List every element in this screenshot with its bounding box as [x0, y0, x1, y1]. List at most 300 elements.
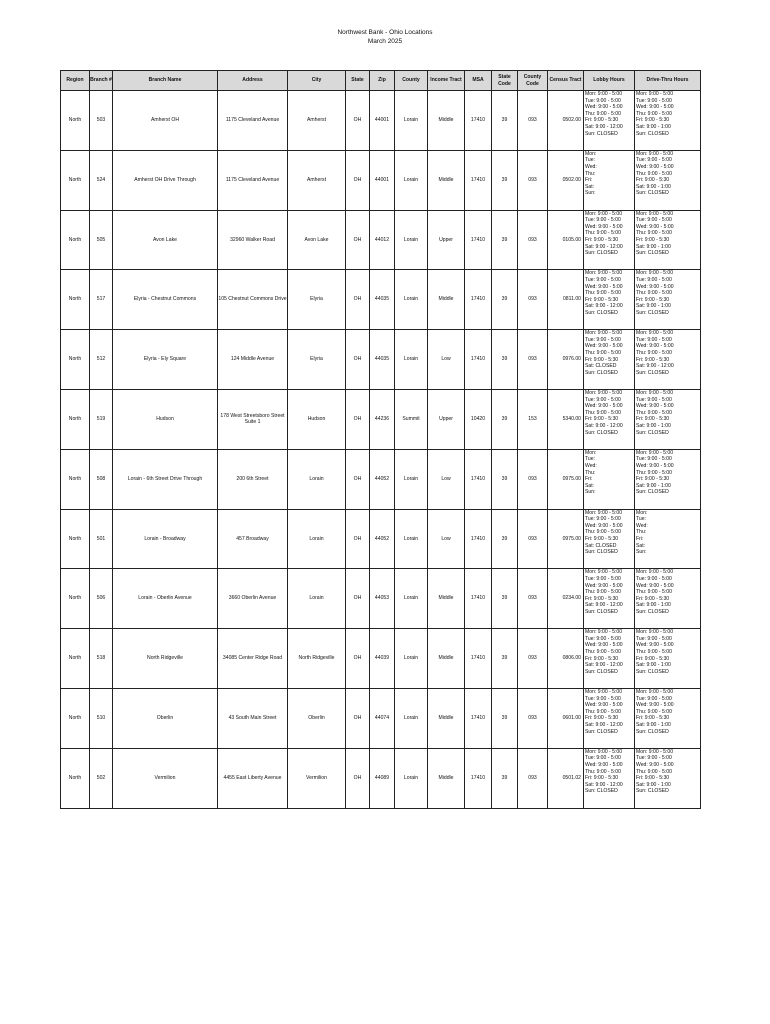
lobby-hours-line: Tue: 9:00 - 5:00 — [585, 516, 621, 523]
zip-cell: 44052 — [370, 449, 395, 509]
drive-thru-hours-line: Fri: 9:00 - 5:30 — [636, 236, 670, 243]
address-cell: 200 6th Street — [218, 449, 288, 509]
lobby-hours-line: Fri: — [585, 476, 593, 483]
lobby-hours-line: Sun: CLOSED — [585, 549, 618, 556]
locations-table — [60, 70, 701, 809]
drive-thru-hours-line: Mon: 9:00 - 5:00 — [636, 270, 674, 277]
county-cell: Lorain — [395, 449, 428, 509]
county-code-cell: 093 — [518, 270, 548, 330]
lobby-hours-line: Mon: 9:00 - 5:00 — [585, 270, 623, 277]
state-code-cell: 39 — [492, 91, 518, 151]
lobby-hours-line: Sun: CLOSED — [585, 728, 618, 735]
msa-cell: 17410 — [465, 509, 492, 569]
region-cell: North — [61, 509, 90, 569]
lobby-hours-line: Tue: 9:00 - 5:00 — [585, 276, 621, 283]
table-row — [61, 330, 701, 390]
lobby-hours-line: Mon: 9:00 - 5:00 — [585, 330, 623, 337]
address-cell: 4455 East Liberty Avenue — [218, 748, 288, 808]
lobby-hours-line: Sun: CLOSED — [585, 130, 618, 137]
lobby-hours-line: Thu: 9:00 - 5:00 — [585, 409, 621, 416]
state-cell: OH — [346, 91, 370, 151]
lobby-hours-line: Sat: 9:00 - 12:00 — [585, 422, 623, 429]
lobby-hours-line: Mon: — [585, 150, 597, 157]
branch-name-cell: Vermilion — [113, 748, 218, 808]
region-cell: North — [61, 330, 90, 390]
drive-thru-hours-cell — [635, 509, 701, 569]
county-code-cell: 093 — [518, 449, 548, 509]
msa-cell: 10420 — [465, 389, 492, 449]
region-cell: North — [61, 569, 90, 629]
state-cell: OH — [346, 509, 370, 569]
col-header-msa: MSA — [465, 71, 492, 91]
lobby-hours-cell — [584, 91, 635, 151]
drive-thru-hours-line: Sat: 9:00 - 1:00 — [636, 721, 671, 728]
drive-thru-hours-line: Wed: — [636, 522, 648, 529]
lobby-hours-line: Tue: 9:00 - 5:00 — [585, 755, 621, 762]
county-cell: Lorain — [395, 629, 428, 689]
drive-thru-hours-line: Sun: CLOSED — [636, 608, 669, 615]
lobby-hours-cell — [584, 509, 635, 569]
census-tract-cell: 0806.00 — [548, 629, 584, 689]
drive-thru-hours-cell — [635, 449, 701, 509]
drive-thru-hours-line: Mon: 9:00 - 5:00 — [636, 449, 674, 456]
msa-cell: 17410 — [465, 688, 492, 748]
county-cell: Lorain — [395, 150, 428, 210]
lobby-hours-line: Thu: 9:00 - 5:00 — [585, 349, 621, 356]
state-cell: OH — [346, 150, 370, 210]
drive-thru-hours-line: Wed: 9:00 - 5:00 — [636, 403, 674, 410]
census-tract-cell: 0502.00 — [548, 91, 584, 151]
drive-thru-hours-line: Tue: 9:00 - 5:00 — [636, 97, 672, 104]
lobby-hours-line: Sun: CLOSED — [585, 429, 618, 436]
state-cell: OH — [346, 449, 370, 509]
state-cell: OH — [346, 748, 370, 808]
region-cell: North — [61, 150, 90, 210]
lobby-hours-line: Sat: 9:00 - 12:00 — [585, 243, 623, 250]
lobby-hours-line: Mon: 9:00 - 5:00 — [585, 629, 623, 636]
lobby-hours-cell — [584, 569, 635, 629]
drive-thru-hours-line: Sat: 9:00 - 1:00 — [636, 422, 671, 429]
drive-thru-hours-line: Thu: 9:00 - 5:00 — [636, 110, 672, 117]
county-code-cell: 093 — [518, 688, 548, 748]
census-tract-cell: 0975.00 — [548, 509, 584, 569]
drive-thru-hours-line: Sat: 9:00 - 1:00 — [636, 123, 671, 130]
drive-thru-hours-line: Tue: 9:00 - 5:00 — [636, 157, 672, 164]
msa-cell: 17410 — [465, 270, 492, 330]
lobby-hours-line: Tue: 9:00 - 5:00 — [585, 575, 621, 582]
branch-number-cell: 510 — [90, 688, 113, 748]
msa-cell: 17410 — [465, 330, 492, 390]
lobby-hours-line: Sat: 9:00 - 12:00 — [585, 303, 623, 310]
col-header-branch-name: Branch Name — [113, 71, 218, 91]
lobby-hours-line: Sat: 9:00 - 12:00 — [585, 123, 623, 130]
drive-thru-hours-line: Mon: 9:00 - 5:00 — [636, 748, 674, 755]
state-cell: OH — [346, 270, 370, 330]
county-cell: Lorain — [395, 330, 428, 390]
lobby-hours-line: Fri: — [585, 177, 593, 184]
county-code-cell: 093 — [518, 150, 548, 210]
state-code-cell: 39 — [492, 688, 518, 748]
address-cell: 34085 Center Ridge Road — [218, 629, 288, 689]
branch-number-cell: 505 — [90, 210, 113, 270]
lobby-hours-line: Tue: — [585, 157, 596, 164]
drive-thru-hours-line: Mon: 9:00 - 5:00 — [636, 569, 674, 576]
lobby-hours-line: Mon: 9:00 - 5:00 — [585, 688, 623, 695]
lobby-hours-line: Sat: CLOSED — [585, 363, 617, 370]
col-header-county: County — [395, 71, 428, 91]
lobby-hours-line: Thu: — [585, 170, 596, 177]
branch-number-cell: 519 — [90, 389, 113, 449]
lobby-hours-line: Sat: — [585, 482, 595, 489]
lobby-hours-line: Sat: CLOSED — [585, 542, 617, 549]
income-tract-cell: Middle — [428, 629, 465, 689]
income-tract-cell: Middle — [428, 688, 465, 748]
branch-number-cell: 512 — [90, 330, 113, 390]
drive-thru-hours-line: Sun: CLOSED — [636, 728, 669, 735]
census-tract-cell: 0234.00 — [548, 569, 584, 629]
drive-thru-hours-line: Sun: CLOSED — [636, 489, 669, 496]
drive-thru-hours-line: Fri: 9:00 - 5:30 — [636, 595, 670, 602]
drive-thru-hours-line: Fri: — [636, 535, 644, 542]
branch-number-cell: 517 — [90, 270, 113, 330]
region-cell: North — [61, 629, 90, 689]
lobby-hours-line: Tue: 9:00 - 5:00 — [585, 695, 621, 702]
income-tract-cell: Upper — [428, 210, 465, 270]
drive-thru-hours-line: Sun: CLOSED — [636, 369, 669, 376]
drive-thru-hours-line: Wed: 9:00 - 5:00 — [636, 582, 674, 589]
address-cell: 1175 Cleveland Avenue — [218, 150, 288, 210]
drive-thru-hours-line: Fri: 9:00 - 5:30 — [636, 356, 670, 363]
drive-thru-hours-line: Sun: CLOSED — [636, 668, 669, 675]
lobby-hours-line: Thu: 9:00 - 5:00 — [585, 589, 621, 596]
income-tract-cell: Middle — [428, 150, 465, 210]
lobby-hours-line: Fri: 9:00 - 5:30 — [585, 535, 619, 542]
table-body — [61, 91, 701, 809]
lobby-hours-line: Thu: 9:00 - 5:00 — [585, 529, 621, 536]
table-row — [61, 688, 701, 748]
lobby-hours-line: Wed: 9:00 - 5:00 — [585, 642, 623, 649]
drive-thru-hours-line: Sun: CLOSED — [636, 130, 669, 137]
drive-thru-hours-cell — [635, 270, 701, 330]
county-cell: Lorain — [395, 270, 428, 330]
branch-name-cell: Hudson — [113, 389, 218, 449]
msa-cell: 17410 — [465, 91, 492, 151]
lobby-hours-line: Sun: CLOSED — [585, 668, 618, 675]
lobby-hours-line: Mon: 9:00 - 5:00 — [585, 748, 623, 755]
zip-cell: 44074 — [370, 688, 395, 748]
header-row — [61, 71, 701, 91]
drive-thru-hours-line: Fri: 9:00 - 5:30 — [636, 476, 670, 483]
city-cell: Amherst — [288, 150, 346, 210]
county-cell: Lorain — [395, 509, 428, 569]
drive-thru-hours-line: Sat: 9:00 - 1:00 — [636, 602, 671, 609]
lobby-hours-cell — [584, 330, 635, 390]
state-code-cell: 39 — [492, 449, 518, 509]
state-code-cell: 39 — [492, 270, 518, 330]
state-cell: OH — [346, 389, 370, 449]
drive-thru-hours-line: Sat: 9:00 - 1:00 — [636, 303, 671, 310]
drive-thru-hours-line: Tue: 9:00 - 5:00 — [636, 755, 672, 762]
city-cell: Hudson — [288, 389, 346, 449]
state-cell: OH — [346, 330, 370, 390]
county-code-cell: 093 — [518, 91, 548, 151]
lobby-hours-line: Sat: 9:00 - 12:00 — [585, 721, 623, 728]
lobby-hours-cell — [584, 629, 635, 689]
census-tract-cell: 0501.02 — [548, 748, 584, 808]
city-cell: Lorain — [288, 449, 346, 509]
drive-thru-hours-line: Sat: 9:00 - 12:00 — [636, 363, 674, 370]
table-row — [61, 91, 701, 151]
drive-thru-hours-line: Sun: CLOSED — [636, 190, 669, 197]
lobby-hours-line: Fri: 9:00 - 5:30 — [585, 356, 619, 363]
lobby-hours-line: Wed: 9:00 - 5:00 — [585, 761, 623, 768]
lobby-hours-line: Wed: 9:00 - 5:00 — [585, 403, 623, 410]
lobby-hours-line: Mon: 9:00 - 5:00 — [585, 569, 623, 576]
drive-thru-hours-cell — [635, 150, 701, 210]
table-row — [61, 270, 701, 330]
drive-thru-hours-line: Mon: 9:00 - 5:00 — [636, 330, 674, 337]
lobby-hours-line: Mon: 9:00 - 5:00 — [585, 509, 623, 516]
table-row — [61, 449, 701, 509]
lobby-hours-line: Tue: — [585, 456, 596, 463]
drive-thru-hours-cell — [635, 629, 701, 689]
table-row — [61, 150, 701, 210]
drive-thru-hours-cell — [635, 569, 701, 629]
branch-number-cell: 506 — [90, 569, 113, 629]
lobby-hours-cell — [584, 688, 635, 748]
income-tract-cell: Middle — [428, 569, 465, 629]
branch-name-cell: Avon Lake — [113, 210, 218, 270]
col-header-county-code: County Code — [518, 71, 548, 91]
city-cell: Elyria — [288, 270, 346, 330]
msa-cell: 17410 — [465, 449, 492, 509]
zip-cell: 44039 — [370, 629, 395, 689]
drive-thru-hours-line: Tue: 9:00 - 5:00 — [636, 456, 672, 463]
drive-thru-hours-line: Thu: 9:00 - 5:00 — [636, 589, 672, 596]
lobby-hours-line: Fri: 9:00 - 5:30 — [585, 236, 619, 243]
branch-name-cell: Amherst OH — [113, 91, 218, 151]
lobby-hours-line: Thu: 9:00 - 5:00 — [585, 648, 621, 655]
lobby-hours-line: Wed: 9:00 - 5:00 — [585, 283, 623, 290]
lobby-hours-line: Sun: CLOSED — [585, 309, 618, 316]
drive-thru-hours-line: Sat: 9:00 - 1:00 — [636, 781, 671, 788]
lobby-hours-line: Tue: 9:00 - 5:00 — [585, 396, 621, 403]
region-cell: North — [61, 449, 90, 509]
county-code-cell: 093 — [518, 748, 548, 808]
lobby-hours-line: Sun: CLOSED — [585, 369, 618, 376]
drive-thru-hours-line: Sun: — [636, 549, 647, 556]
county-cell: Lorain — [395, 210, 428, 270]
lobby-hours-line: Wed: 9:00 - 5:00 — [585, 702, 623, 709]
census-tract-cell: 0975.00 — [548, 449, 584, 509]
lobby-hours-cell — [584, 389, 635, 449]
drive-thru-hours-line: Thu: 9:00 - 5:00 — [636, 230, 672, 237]
col-header-zip: Zip — [370, 71, 395, 91]
drive-thru-hours-line: Wed: 9:00 - 5:00 — [636, 343, 674, 350]
drive-thru-hours-line: Sun: CLOSED — [636, 309, 669, 316]
lobby-hours-line: Wed: 9:00 - 5:00 — [585, 343, 623, 350]
county-cell: Summit — [395, 389, 428, 449]
document-date: March 2025 — [367, 38, 403, 45]
col-header-branch-number: Branch # — [90, 71, 113, 91]
drive-thru-hours-cell — [635, 210, 701, 270]
col-header-lobby-hours: Lobby Hours — [584, 71, 635, 91]
lobby-hours-line: Sun: — [585, 489, 596, 496]
branch-name-cell: Elyria - Chestnut Commons — [113, 270, 218, 330]
county-code-cell: 093 — [518, 210, 548, 270]
msa-cell: 17410 — [465, 210, 492, 270]
table-row — [61, 629, 701, 689]
state-code-cell: 39 — [492, 210, 518, 270]
city-cell: Amherst — [288, 91, 346, 151]
city-cell: Vermilion — [288, 748, 346, 808]
lobby-hours-line: Mon: 9:00 - 5:00 — [585, 389, 623, 396]
drive-thru-hours-line: Mon: 9:00 - 5:00 — [636, 150, 674, 157]
lobby-hours-line: Sat: — [585, 183, 595, 190]
county-code-cell: 153 — [518, 389, 548, 449]
region-cell: North — [61, 270, 90, 330]
branch-name-cell: Elyria - Ely Square — [113, 330, 218, 390]
col-header-drive-thru-hours: Drive-Thru Hours — [635, 71, 701, 91]
lobby-hours-cell — [584, 449, 635, 509]
msa-cell: 17410 — [465, 569, 492, 629]
lobby-hours-line: Fri: 9:00 - 5:30 — [585, 296, 619, 303]
branch-name-cell: Lorain - 6th Street Drive Through — [113, 449, 218, 509]
zip-cell: 44053 — [370, 569, 395, 629]
drive-thru-hours-line: Fri: 9:00 - 5:30 — [636, 296, 670, 303]
income-tract-cell: Upper — [428, 389, 465, 449]
drive-thru-hours-line: Tue: 9:00 - 5:00 — [636, 217, 672, 224]
zip-cell: 44089 — [370, 748, 395, 808]
drive-thru-hours-cell — [635, 91, 701, 151]
region-cell: North — [61, 210, 90, 270]
lobby-hours-line: Thu: 9:00 - 5:00 — [585, 230, 621, 237]
table-row — [61, 509, 701, 569]
drive-thru-hours-line: Mon: 9:00 - 5:00 — [636, 210, 674, 217]
census-tract-cell: 0502.00 — [548, 150, 584, 210]
drive-thru-hours-line: Fri: 9:00 - 5:30 — [636, 177, 670, 184]
branch-number-cell: 503 — [90, 91, 113, 151]
county-code-cell: 093 — [518, 509, 548, 569]
drive-thru-hours-line: Fri: 9:00 - 5:30 — [636, 416, 670, 423]
zip-cell: 44236 — [370, 389, 395, 449]
census-tract-cell: 5340.00 — [548, 389, 584, 449]
branch-number-cell: 518 — [90, 629, 113, 689]
lobby-hours-line: Thu: 9:00 - 5:00 — [585, 768, 621, 775]
address-cell: 1175 Cleveland Avenue — [218, 91, 288, 151]
city-cell: Elyria — [288, 330, 346, 390]
state-code-cell: 39 — [492, 389, 518, 449]
state-code-cell: 39 — [492, 330, 518, 390]
city-cell: Oberlin — [288, 688, 346, 748]
drive-thru-hours-line: Thu: 9:00 - 5:00 — [636, 290, 672, 297]
lobby-hours-line: Wed: 9:00 - 5:00 — [585, 522, 623, 529]
drive-thru-hours-line: Tue: — [636, 516, 647, 523]
drive-thru-hours-line: Sat: — [636, 542, 646, 549]
zip-cell: 44035 — [370, 270, 395, 330]
table-row — [61, 210, 701, 270]
zip-cell: 44052 — [370, 509, 395, 569]
col-header-income-tract: Income Tract — [428, 71, 465, 91]
region-cell: North — [61, 748, 90, 808]
lobby-hours-line: Wed: — [585, 462, 597, 469]
county-code-cell: 093 — [518, 629, 548, 689]
lobby-hours-line: Sat: 9:00 - 12:00 — [585, 781, 623, 788]
address-cell: 178 West Streetsboro Street Suite 1 — [218, 389, 288, 449]
lobby-hours-line: Thu: 9:00 - 5:00 — [585, 708, 621, 715]
msa-cell: 17410 — [465, 748, 492, 808]
drive-thru-hours-line: Tue: 9:00 - 5:00 — [636, 695, 672, 702]
lobby-hours-line: Sun: — [585, 190, 596, 197]
state-cell: OH — [346, 210, 370, 270]
branch-name-cell: Oberlin — [113, 688, 218, 748]
lobby-hours-line: Sun: CLOSED — [585, 608, 618, 615]
lobby-hours-line: Mon: — [585, 449, 597, 456]
lobby-hours-cell — [584, 748, 635, 808]
drive-thru-hours-line: Thu: 9:00 - 5:00 — [636, 648, 672, 655]
branch-number-cell: 524 — [90, 150, 113, 210]
lobby-hours-line: Fri: 9:00 - 5:30 — [585, 117, 619, 124]
lobby-hours-line: Wed: 9:00 - 5:00 — [585, 223, 623, 230]
income-tract-cell: Low — [428, 449, 465, 509]
county-cell: Lorain — [395, 91, 428, 151]
drive-thru-hours-line: Wed: 9:00 - 5:00 — [636, 283, 674, 290]
col-header-address: Address — [218, 71, 288, 91]
lobby-hours-line: Thu: 9:00 - 5:00 — [585, 110, 621, 117]
region-cell: North — [61, 389, 90, 449]
drive-thru-hours-line: Thu: 9:00 - 5:00 — [636, 469, 672, 476]
county-code-cell: 093 — [518, 330, 548, 390]
drive-thru-hours-line: Wed: 9:00 - 5:00 — [636, 761, 674, 768]
lobby-hours-line: Mon: 9:00 - 5:00 — [585, 210, 623, 217]
drive-thru-hours-cell — [635, 330, 701, 390]
branch-name-cell: Lorain - Oberlin Avenue — [113, 569, 218, 629]
drive-thru-hours-line: Thu: 9:00 - 5:00 — [636, 768, 672, 775]
lobby-hours-line: Thu: — [585, 469, 596, 476]
state-code-cell: 39 — [492, 150, 518, 210]
zip-cell: 44001 — [370, 150, 395, 210]
lobby-hours-line: Tue: 9:00 - 5:00 — [585, 97, 621, 104]
address-cell: 124 Middle Avenue — [218, 330, 288, 390]
drive-thru-hours-line: Sat: 9:00 - 1:00 — [636, 183, 671, 190]
drive-thru-hours-line: Wed: 9:00 - 5:00 — [636, 642, 674, 649]
drive-thru-hours-line: Sun: CLOSED — [636, 788, 669, 795]
drive-thru-hours-line: Sat: 9:00 - 1:00 — [636, 662, 671, 669]
branch-number-cell: 502 — [90, 748, 113, 808]
table-row — [61, 569, 701, 629]
document-title-block — [0, 28, 770, 46]
lobby-hours-line: Sat: 9:00 - 12:00 — [585, 602, 623, 609]
drive-thru-hours-line: Thu: 9:00 - 5:00 — [636, 170, 672, 177]
drive-thru-hours-line: Fri: 9:00 - 5:30 — [636, 775, 670, 782]
drive-thru-hours-line: Sat: 9:00 - 1:00 — [636, 482, 671, 489]
state-code-cell: 39 — [492, 748, 518, 808]
branch-number-cell: 508 — [90, 449, 113, 509]
lobby-hours-line: Tue: 9:00 - 5:00 — [585, 336, 621, 343]
table-row — [61, 389, 701, 449]
drive-thru-hours-line: Sun: CLOSED — [636, 429, 669, 436]
income-tract-cell: Middle — [428, 748, 465, 808]
drive-thru-hours-line: Mon: 9:00 - 5:00 — [636, 629, 674, 636]
lobby-hours-line: Fri: 9:00 - 5:30 — [585, 775, 619, 782]
lobby-hours-line: Wed: 9:00 - 5:00 — [585, 582, 623, 589]
drive-thru-hours-line: Fri: 9:00 - 5:30 — [636, 117, 670, 124]
city-cell: North Ridgeville — [288, 629, 346, 689]
income-tract-cell: Middle — [428, 270, 465, 330]
lobby-hours-line: Fri: 9:00 - 5:30 — [585, 715, 619, 722]
lobby-hours-line: Wed: 9:00 - 5:00 — [585, 104, 623, 111]
drive-thru-hours-line: Sat: 9:00 - 1:00 — [636, 243, 671, 250]
